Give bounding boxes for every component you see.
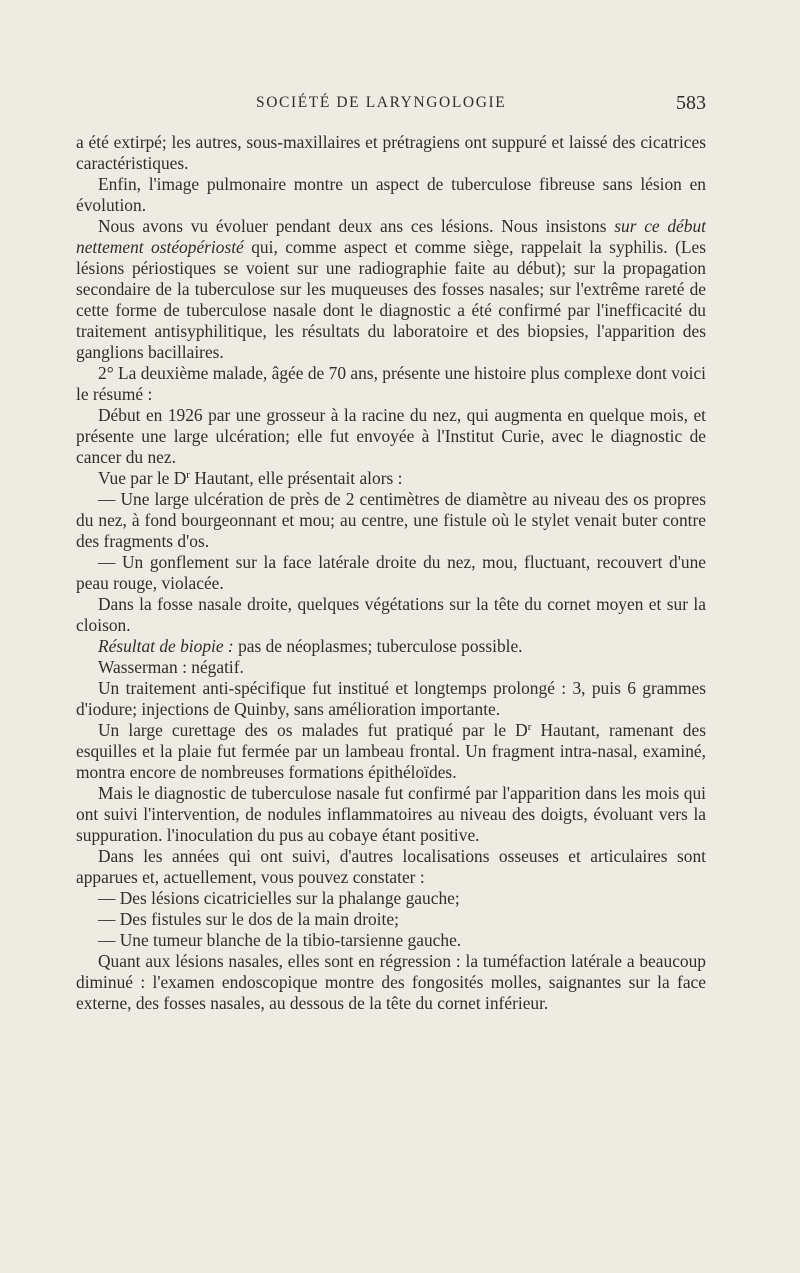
paragraph: Quant aux lésions nasales, elles sont en régression : la tuméfaction latérale a beaucoup diminué : l'examen endoscopique montre des fongosités molles, saignantes sur la face externe, des fosses nasales, au dessous de la tête du cornet inférieur. bbox=[76, 951, 706, 1013]
paragraph: — Un gonflement sur la face latérale droite du nez, mou, fluctuant, recouvert d'une peau rouge, violacée. bbox=[76, 552, 706, 593]
paragraph: Un traitement anti-spécifique fut institué et longtemps prolongé : 3, puis 6 grammes d'iodure; injections de Quinby, sans amélioration importante. bbox=[76, 678, 706, 719]
paragraph: Résultat de biopie : pas de néoplasmes; tuberculose possible. bbox=[98, 636, 523, 656]
italic-emphasis: Résultat de biopie : bbox=[98, 636, 234, 656]
paragraph: — Une large ulcération de près de 2 centimètres de diamètre au niveau des os propres du nez, à fond bourgeonnant et mou; au centre, une fistule où le stylet venait buter contre des fragments d'os. bbox=[76, 489, 706, 551]
paragraph: — Des lésions cicatricielles sur la phalange gauche; bbox=[98, 888, 460, 908]
paragraph: Mais le diagnostic de tuberculose nasale fut confirmé par l'apparition dans les mois qui ont suivi l'intervention, de nodules inflammatoires au niveau des doigts, évoluant vers la suppuration. l'inoculation du pus au cobaye étant positive. bbox=[76, 783, 706, 845]
running-head: SOCIÉTÉ DE LARYNGOLOGIE bbox=[256, 94, 507, 111]
paragraph: 2° La deuxième malade, âgée de 70 ans, présente une histoire plus complexe dont voici le résumé : bbox=[76, 363, 706, 404]
paragraph: — Des fistules sur le dos de la main droite; bbox=[98, 909, 399, 929]
paragraph: — Une tumeur blanche de la tibio-tarsienne gauche. bbox=[98, 930, 462, 950]
page-number: 583 bbox=[676, 92, 706, 114]
paragraph: Dans les années qui ont suivi, d'autres localisations osseuses et articulaires sont apparues et, actuellement, vous pouvez constater : bbox=[76, 846, 706, 887]
paragraph: Début en 1926 par une grosseur à la racine du nez, qui augmenta en quelque mois, et présente une large ulcération; elle fut envoyée à l'Institut Curie, avec le diagnostic de cancer du nez. bbox=[76, 405, 706, 467]
paragraph: Un large curettage des os malades fut pratiqué par le $D^r$ Hautant, ramenant des esquilles et la plaie fut fermée par un lambeau frontal. Un fragment intra-nasal, examiné, montra encore de nombreuses formations épithéloïdes. bbox=[76, 720, 706, 782]
paragraph: Vue par le $D^r$ Hautant, elle présentait alors : bbox=[98, 468, 403, 488]
paragraph: Nous avons vu évoluer pendant deux ans ces lésions. Nous insistons sur ce début nettement ostéopériosté qui, comme aspect et comme siège, rappelait la syphilis. (Les lésions périostiques se voient sur une radiographie faite au début); sur la propagation secondaire de la tuberculose sur les muqueuses des fosses nasales; sur l'extrême rareté de cette forme de tuberculose nasale dont le diagnostic a été confirmé par l'inefficacité du traitement antisyphilitique, les résultats du laboratoire et des biopsies, l'apparition des ganglions bacillaires. bbox=[76, 216, 706, 362]
paragraph: Enfin, l'image pulmonaire montre un aspect de tuberculose fibreuse sans lésion en évolution. bbox=[76, 174, 706, 215]
paragraph: Wasserman : négatif. bbox=[98, 657, 244, 677]
italic-emphasis: sur ce début nettement ostéopériosté bbox=[76, 216, 706, 257]
paragraph: Dans la fosse nasale droite, quelques végétations sur la tête du cornet moyen et sur la cloison. bbox=[76, 594, 706, 635]
body-text bbox=[76, 132, 706, 1014]
page-header bbox=[76, 92, 706, 118]
paragraph: a été extirpé; les autres, sous-maxillaires et prétragiens ont suppuré et laissé des cicatrices caractéristiques. bbox=[76, 132, 706, 173]
